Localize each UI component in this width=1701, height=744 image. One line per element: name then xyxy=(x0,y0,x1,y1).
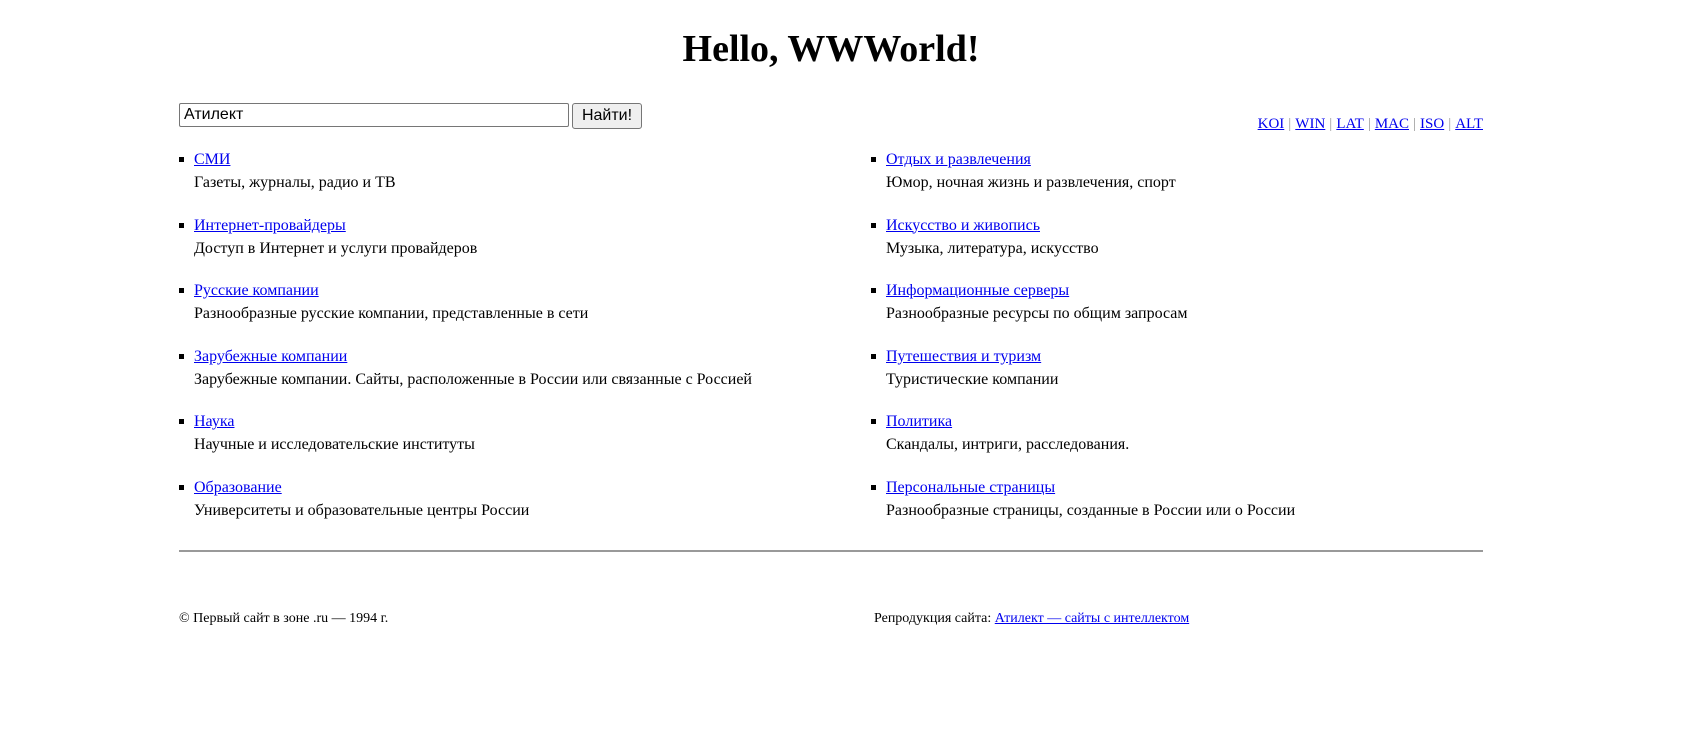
category-description: Разнообразные страницы, созданные в России или о России xyxy=(886,501,1296,519)
bullet-icon xyxy=(179,157,184,162)
separator: | xyxy=(1413,116,1417,132)
category-link-isp[interactable]: Интернет-провайдеры xyxy=(194,216,346,234)
bullet-icon xyxy=(871,419,876,424)
category-item xyxy=(179,279,752,345)
category-item xyxy=(179,476,752,542)
search-input[interactable] xyxy=(179,103,569,127)
encoding-link-koi[interactable]: KOI xyxy=(1257,116,1285,132)
category-description: Музыка, литература, искусство xyxy=(886,239,1099,257)
bullet-icon xyxy=(871,157,876,162)
bullet-icon xyxy=(871,485,876,490)
separator: | xyxy=(1367,116,1371,132)
separator: | xyxy=(1288,116,1292,132)
category-item xyxy=(179,410,752,476)
category-link-russian-companies[interactable]: Русские компании xyxy=(194,282,319,300)
footer-copyright: © Первый сайт в зоне .ru — 1994 г. xyxy=(179,611,389,626)
category-description: Доступ в Интернет и услуги провайдеров xyxy=(194,239,478,257)
category-item xyxy=(871,345,1295,411)
category-item xyxy=(871,279,1295,345)
category-description: Газеты, журналы, радио и ТВ xyxy=(194,174,396,191)
footer-reproduction-link[interactable]: Атилект — сайты с интеллектом xyxy=(994,611,1190,626)
category-link-education[interactable]: Образование xyxy=(194,478,282,496)
page-title: Hello, WWWorld! xyxy=(682,28,980,70)
divider xyxy=(179,550,1483,552)
category-description: Скандалы, интриги, расследования. xyxy=(886,436,1130,454)
bullet-icon xyxy=(179,223,184,228)
category-description: Зарубежные компании. Сайты, расположенные в России или связанные с Россией xyxy=(194,370,752,388)
footer-reproduction xyxy=(874,610,1189,628)
category-link-politics[interactable]: Политика xyxy=(886,413,953,431)
category-description: Разнообразные ресурсы по общим запросам xyxy=(886,305,1188,323)
separator: | xyxy=(1329,116,1333,132)
category-item xyxy=(179,214,752,280)
category-link-leisure[interactable]: Отдых и развлечения xyxy=(886,151,1031,168)
bullet-icon xyxy=(871,223,876,228)
category-description: Туристические компании xyxy=(886,370,1059,388)
category-list-left xyxy=(179,148,752,542)
category-description: Разнообразные русские компании, представленные в сети xyxy=(194,305,589,323)
encoding-link-win[interactable]: WIN xyxy=(1295,116,1326,132)
category-item xyxy=(871,476,1295,542)
category-item xyxy=(871,214,1295,280)
category-link-travel[interactable]: Путешествия и туризм xyxy=(886,347,1042,365)
category-link-info-servers[interactable]: Информационные серверы xyxy=(886,282,1070,300)
encoding-link-iso[interactable]: ISO xyxy=(1420,116,1445,132)
category-link-science[interactable]: Наука xyxy=(194,413,235,431)
category-description: Юмор, ночная жизнь и развлечения, спорт xyxy=(886,174,1176,191)
bullet-icon xyxy=(179,419,184,424)
category-link-art[interactable]: Искусство и живопись xyxy=(886,216,1040,234)
category-description: Университеты и образовательные центры России xyxy=(194,501,530,519)
category-link-smi[interactable]: СМИ xyxy=(194,151,231,168)
bullet-icon xyxy=(871,288,876,293)
search-button[interactable]: Найти! xyxy=(572,103,642,129)
bullet-icon xyxy=(179,354,184,359)
encoding-links xyxy=(1258,115,1483,133)
category-list-right xyxy=(871,148,1295,542)
category-item xyxy=(871,410,1295,476)
category-item xyxy=(871,148,1295,214)
separator: | xyxy=(1448,116,1452,132)
category-link-personal-pages[interactable]: Персональные страницы xyxy=(886,478,1056,496)
bullet-icon xyxy=(179,288,184,293)
bullet-icon xyxy=(179,485,184,490)
category-item xyxy=(179,345,752,411)
category-item xyxy=(179,148,752,214)
bullet-icon xyxy=(871,354,876,359)
footer-reproduction-label: Репродукция сайта: xyxy=(874,611,995,626)
encoding-link-alt[interactable]: ALT xyxy=(1455,116,1483,132)
category-link-foreign-companies[interactable]: Зарубежные компании xyxy=(194,347,348,365)
encoding-link-lat[interactable]: LAT xyxy=(1336,116,1364,132)
category-description: Научные и исследовательские институты xyxy=(194,436,475,454)
encoding-link-mac[interactable]: MAC xyxy=(1374,116,1410,132)
